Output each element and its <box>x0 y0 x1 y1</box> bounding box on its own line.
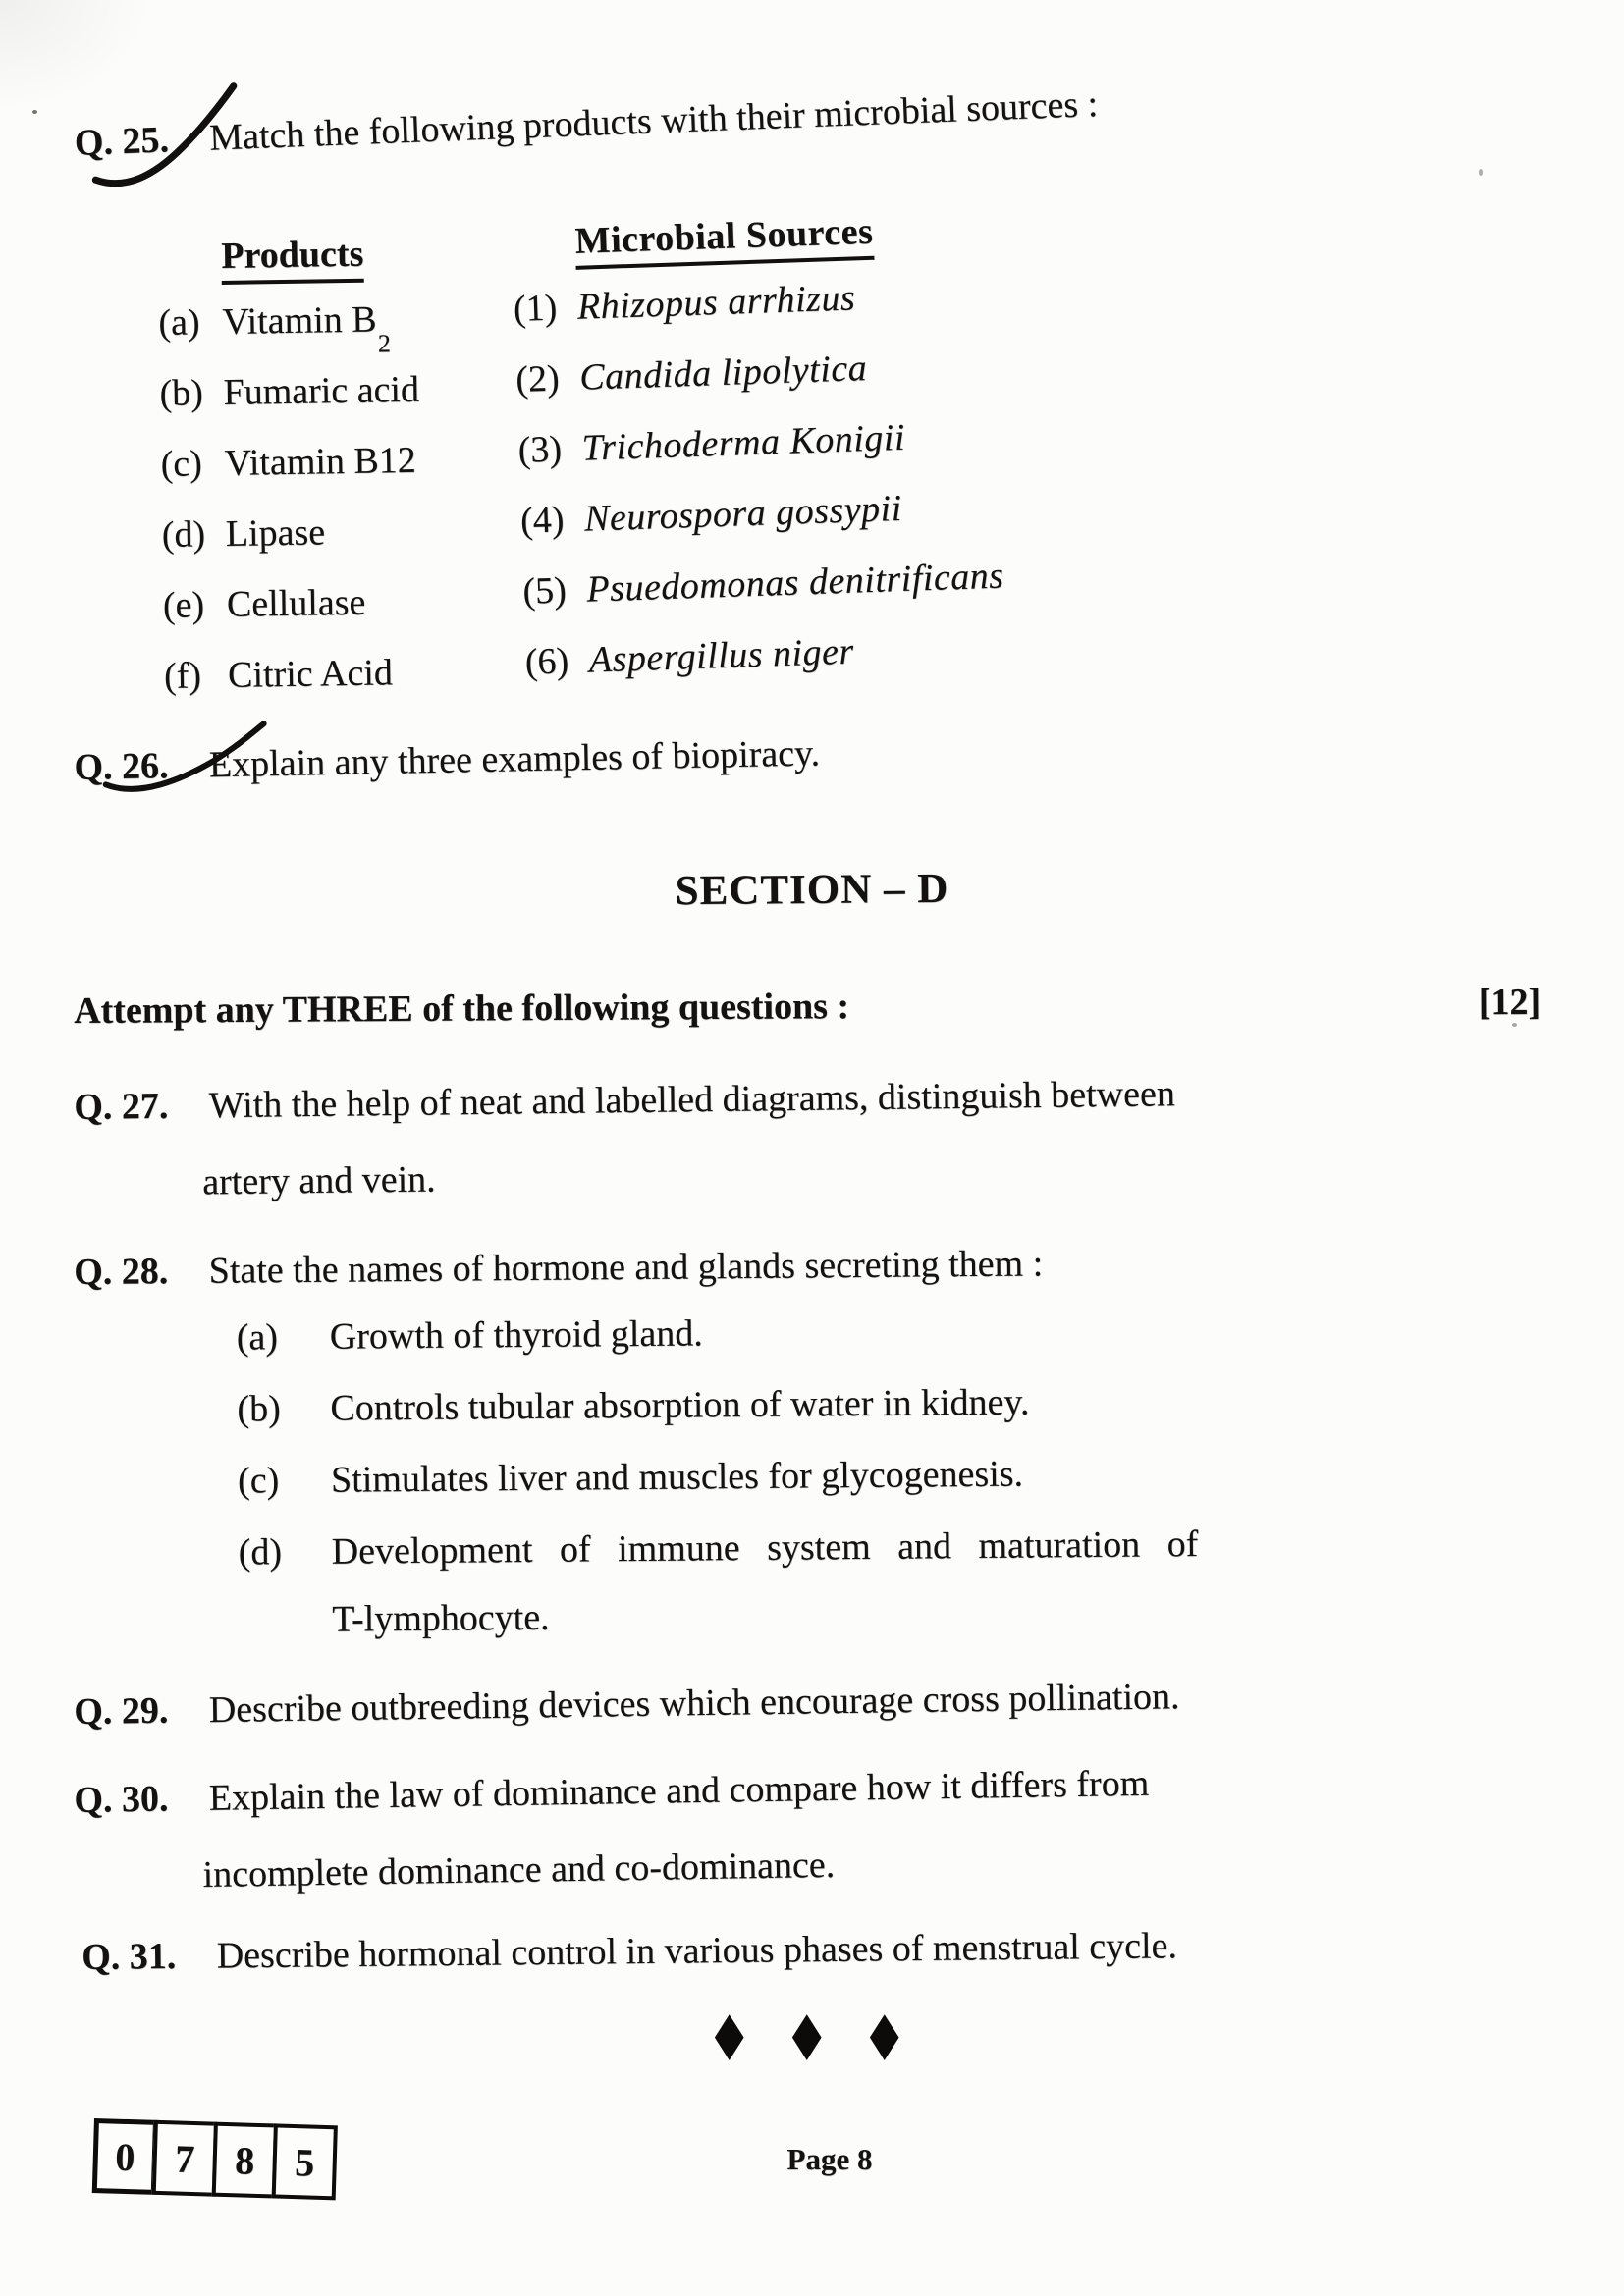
product-item <box>160 439 420 486</box>
source-item-text: Trichoderma Konigii <box>580 416 906 469</box>
sub-question-label: (c) <box>237 1460 280 1502</box>
product-item-label: (d) <box>161 513 206 556</box>
code-digit-box: 8 <box>212 2122 278 2199</box>
sources-header: Microbial Sources <box>574 210 874 270</box>
sub-question-label: (b) <box>237 1388 281 1430</box>
question-30 <box>74 1760 1151 1900</box>
question-28-items <box>75 1308 1199 1643</box>
question-26-number-text: Q. 26. <box>74 745 169 788</box>
product-item <box>158 297 418 358</box>
sub-question-text: Growth of thyroid gland. <box>329 1312 703 1358</box>
section-d-heading: SECTION – D <box>675 865 949 915</box>
question-27-line1 <box>74 1070 1175 1131</box>
product-item-text: Fumaric acid <box>223 368 420 413</box>
question-27-line2: artery and vein. <box>201 1158 436 1203</box>
page-number: Page 8 <box>786 2142 873 2176</box>
products-header: Products <box>221 233 364 285</box>
attempt-instruction-text: Attempt any THREE of the following questions : <box>74 986 850 1032</box>
question-25-number-text: Q. 25. <box>74 119 170 164</box>
source-item-label: (1) <box>513 287 558 330</box>
question-28-number: Q. 28. <box>74 1251 169 1293</box>
sub-question-text: Stimulates liver and muscles for glycogenesis. <box>330 1453 1024 1501</box>
question-28 <box>74 1239 1199 1672</box>
source-item-text: Neurospora gossypii <box>583 487 903 540</box>
question-30-line1 <box>74 1760 1150 1824</box>
question-29-text: Describe outbreeding devices which encourage cross pollination. <box>208 1676 1180 1732</box>
products-column <box>157 232 424 725</box>
question-31-text: Describe hormonal control in various phases of menstrual cycle. <box>216 1925 1178 1977</box>
end-of-paper-ornament <box>0 1999 1624 2067</box>
code-digit-box: 5 <box>272 2123 338 2200</box>
question-26 <box>74 729 820 791</box>
sub-question <box>237 1308 1197 1360</box>
diamond-icon: ◆ <box>869 1999 910 2067</box>
source-item-label: (2) <box>514 357 561 400</box>
question-30-number: Q. 30. <box>74 1778 169 1821</box>
code-digit-box: 0 <box>92 2118 158 2195</box>
question-26-text: Explain any three examples of biopiracy. <box>208 732 821 786</box>
product-item <box>164 651 424 698</box>
scan-speck <box>1479 169 1483 176</box>
source-item-label: (3) <box>517 428 563 471</box>
scan-speck <box>32 110 37 114</box>
question-25-text: Match the following products with their microbial sources : <box>208 82 1099 159</box>
sub-question <box>237 1379 1197 1431</box>
question-28-text: State the names of hormone and glands secreting them : <box>208 1243 1044 1292</box>
code-digit-box: 7 <box>152 2120 218 2197</box>
product-item-label: (b) <box>159 372 204 414</box>
product-item-label: (e) <box>162 584 205 626</box>
product-item-label: (c) <box>160 443 203 485</box>
source-item-label: (6) <box>524 640 569 683</box>
sub-question-label: (d) <box>238 1531 283 1574</box>
source-item <box>517 413 1000 472</box>
source-item-text: Psuedomonas denitrificans <box>585 555 1005 611</box>
source-item-text: Candida lipolytica <box>578 347 868 399</box>
source-item-label: (5) <box>521 569 568 613</box>
sub-question-line2: T-lymphocyte. <box>332 1596 550 1640</box>
sub-question-label: (a) <box>236 1316 279 1359</box>
product-item-text: Citric Acid <box>227 652 394 696</box>
source-item-label: (4) <box>519 499 566 542</box>
source-item <box>522 555 1004 614</box>
source-item <box>515 343 998 401</box>
question-25 <box>74 80 1099 167</box>
sources-column <box>511 206 1007 712</box>
sub-question-text: Development of immune system and maturation of <box>331 1523 1199 1573</box>
product-item-text: Vitamin B <box>222 298 377 343</box>
source-item-text: Rhizopus arrhizus <box>576 277 856 328</box>
product-item-text: Lipase <box>225 511 326 555</box>
question-27-number: Q. 27. <box>74 1085 169 1128</box>
sub-question-text: Controls tubular absorption of water in kidney. <box>330 1381 1030 1429</box>
question-29 <box>74 1673 1180 1735</box>
question-31-number: Q. 31. <box>81 1935 177 1978</box>
product-item <box>163 580 423 627</box>
question-25-number <box>74 115 201 167</box>
product-item <box>161 509 421 557</box>
attempt-instruction <box>74 981 1541 1033</box>
product-item <box>159 368 419 415</box>
sub-question <box>239 1522 1199 1575</box>
diamond-icon: ◆ <box>791 1999 833 2067</box>
product-item-text: Cellulase <box>226 581 366 625</box>
product-item-label: (f) <box>163 655 202 697</box>
question-28-heading <box>74 1239 1196 1296</box>
question-29-number: Q. 29. <box>74 1689 169 1733</box>
product-item-label: (a) <box>158 301 200 344</box>
source-item <box>524 625 1006 684</box>
question-27 <box>74 1070 1176 1207</box>
marks-badge: [12] <box>1478 981 1542 1024</box>
diamond-icon: ◆ <box>714 1999 755 2067</box>
question-27-text: With the help of neat and labelled diagrams, distinguish between <box>208 1073 1176 1127</box>
question-30-text: Explain the law of dominance and compare how it differs from <box>208 1762 1150 1819</box>
product-item-subscript: 2 <box>377 328 392 358</box>
sub-question <box>238 1451 1198 1503</box>
product-item-text: Vitamin B12 <box>224 439 417 484</box>
question-31 <box>81 1922 1177 1981</box>
source-item <box>519 484 1001 543</box>
source-item-text: Aspergillus niger <box>588 630 855 681</box>
question-30-line2: incomplete dominance and co-dominance. <box>202 1843 836 1896</box>
question-26-number <box>74 742 200 791</box>
